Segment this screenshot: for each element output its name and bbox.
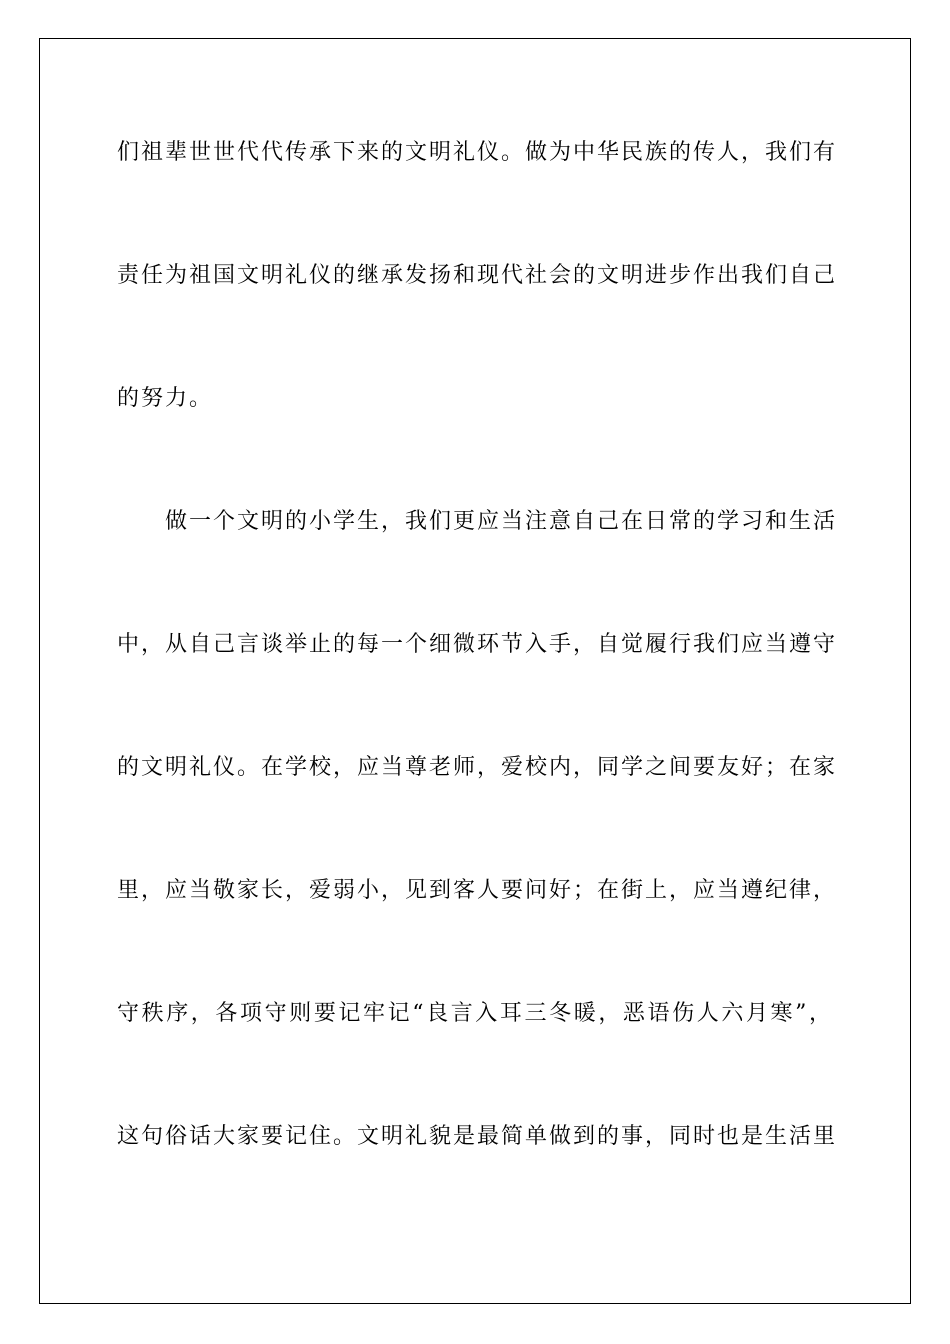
paragraph-line-4: 做一个文明的小学生，我们更应当注意自己在日常的学习和生活 — [165, 509, 838, 534]
paragraph-line-2: 责任为祖国文明礼仪的继承发扬和现代社会的文明进步作出我们自己 — [117, 263, 838, 288]
paragraph-line-3: 的努力。 — [117, 386, 214, 411]
paragraph-line-9: 这句俗话大家要记住。文明礼貌是最简单做到的事，同时也是生活里 — [117, 1124, 838, 1149]
page-frame — [39, 38, 911, 1304]
paragraph-line-7: 里，应当敬家长，爱弱小，见到客人要问好；在街上，应当遵纪律， — [117, 878, 838, 903]
paragraph-line-6: 的文明礼仪。在学校，应当尊老师，爱校内，同学之间要友好；在家 — [117, 755, 838, 780]
paragraph-line-8: 守秩序，各项守则要记牢记“良言入耳三冬暖，恶语伤人六月寒”， — [117, 1001, 833, 1026]
paragraph-line-5: 中，从自己言谈举止的每一个细微环节入手，自觉履行我们应当遵守 — [117, 632, 838, 657]
paragraph-line-1: 们祖辈世世代代传承下来的文明礼仪。做为中华民族的传人，我们有 — [117, 140, 838, 165]
